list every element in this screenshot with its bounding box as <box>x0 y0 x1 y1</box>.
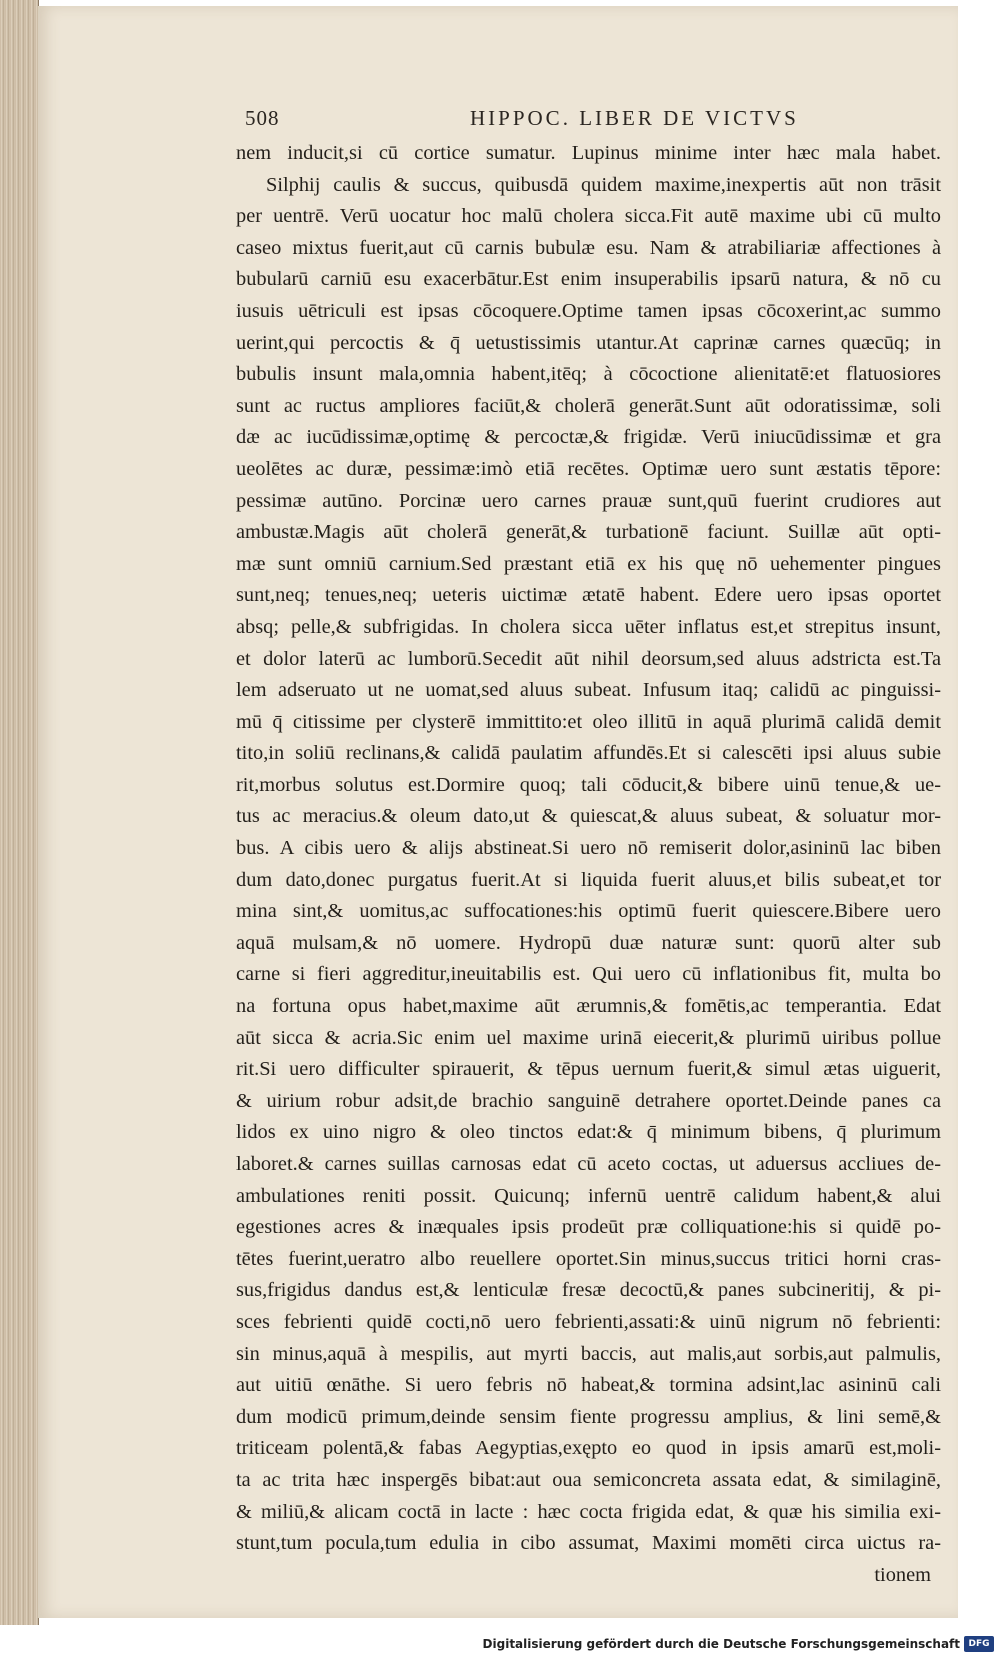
text-line: rit,morbus solutus est.Dormire quoq; tali cōducit,& bibere uinū tenue,& ue- <box>236 773 941 796</box>
text-line: tētes fuerint,ueratro albo reuellere oportet.Sin minus,succus tritici horni cras- <box>236 1247 941 1270</box>
text-line: lidos ex uino nigro & oleo tinctos edat:& q̄ minimum bibens, q̄ plurimum <box>236 1121 941 1144</box>
text-line: pessimæ autūno. Porcinæ uero carnes prauæ sunt,quū fuerint crudiores aut <box>236 489 941 512</box>
text-line: aquā mulsam,& nō uomere. Hydropū duæ naturæ sunt: quorū alter sub <box>236 931 941 954</box>
text-line: stunt,tum pocula,tum edulia in cibo assumat, Maximi momēti circa uictus ra- <box>236 1532 941 1555</box>
text-line: Silphij caulis & succus, quibusdā quidem maxime,inexpertis aūt non trāsit <box>266 173 941 196</box>
text-line: absq; pelle,& subfrigidas. In cholera sicca uēter inflatus est,et strepitus insunt, <box>236 615 941 638</box>
text-line: tus ac meracius.& oleum dato,ut & quiescat,& aluus subeat, & soluatur mor- <box>236 805 941 828</box>
text-line: bubularū carniū esu exacerbātur.Est enim insuperabilis ipsarū natura, & nō cu <box>236 268 941 291</box>
text-line: dum dato,donec purgatus fuerit.At si liquida fuerit aluus,et bilis subeat,et tor <box>236 868 941 891</box>
body-text <box>236 138 941 1591</box>
text-line: bubulis insunt mala,omnia habent,itēq; à cōcoctione alienitatē:et flatuosiores <box>236 363 941 386</box>
text-line: laboret.& carnes suillas carnosas edat cū aceto coctas, ut aduersus accliues de- <box>236 1153 941 1175</box>
text-line: sunt,neq; tenues,neq; ueteris uictimæ ætatē habent. Edere uero ipsas oportet <box>236 584 941 607</box>
digitization-footer <box>0 1632 1000 1659</box>
text-line: ueolētes ac duræ, pessimæ:imò etiā recētes. Optimæ uero sunt æstatis tēpore: <box>236 457 941 480</box>
book-page-edges <box>0 0 39 1625</box>
text-line: aūt sicca & acria.Sic enim uel maxime urinā eiecerit,& plurimū uiribus pollue <box>236 1026 941 1049</box>
dfg-logo-icon: DFG <box>964 1636 994 1652</box>
running-title: HIPPOC. LIBER DE VICTVS <box>470 106 799 130</box>
catchword: tionem <box>874 1563 931 1586</box>
text-line: & miliū,& alicam coctā in lacte : hæc cocta frigida edat, & quæ his similia exi- <box>236 1500 941 1523</box>
text-line: dum modicū primum,deinde sensim fiente progressu amplius, & lini semē,& <box>236 1405 941 1428</box>
text-line: aut uitiū œnāthe. Si uero febris nō habeat,& tormina adsint,lac asininū cali <box>236 1374 941 1397</box>
page-number: 508 <box>245 106 280 130</box>
text-line: et dolor laterū ac lumborū.Secedit aūt nihil deorsum,sed aluus adstricta est.Ta <box>236 647 941 670</box>
text-line: na fortuna opus habet,maxime aūt ærumnis,& fomētis,ac temperantia. Edat <box>236 995 941 1018</box>
scanned-page <box>38 6 958 1618</box>
text-line: carne si fieri aggreditur,ineuitabilis est. Qui uero cū inflationibus fit, multa bo <box>236 963 941 986</box>
text-line: dæ ac iucūdissimæ,optimę & percoctæ,& frigidæ. Verū iniucūdissimæ et gra <box>236 426 941 449</box>
text-line: per uentrē. Verū uocatur hoc malū cholera sicca.Fit autē maxime ubi cū multo <box>236 205 941 228</box>
text-line: egestiones acres & inæquales ipsis prodeūt præ colliquatione:his si quidē po- <box>236 1216 941 1239</box>
text-line: sunt ac ructus ampliores faciūt,& cholerā generāt.Sunt aūt odoratissimæ, soli <box>236 394 941 417</box>
text-line: lem adseruato ut ne uomat,sed aluus subeat. Infusum itaq; calidū ac pinguissi- <box>236 679 941 702</box>
text-line: tito,in soliū reclinans,& calidā paulatim affundēs.Et si calescēti ipsi aluus subie <box>236 742 941 765</box>
funding-credit: Digitalisierung gefördert durch die Deutsche Forschungsgemeinschaft <box>482 1637 960 1651</box>
text-line: uerint,qui percoctis & q̄ uetustissimis utantur.At caprinæ carnes quæcūq; in <box>236 331 941 354</box>
text-line: sces febrienti quidē cocti,nō uero febrienti,assati:& uinū nigrum nō febrienti: <box>236 1310 941 1333</box>
text-line: mæ sunt omniū carnium.Sed præstant etiā ex his quę nō uehementer pingues <box>236 552 941 575</box>
text-line: iusuis uētriculi est ipsas cōcoquere.Optime tamen ipsas cōcoxerint,ac summo <box>236 299 941 322</box>
text-line: ambulationes reniti possit. Quicunq; infernū uentrē calidum habent,& alui <box>236 1184 941 1207</box>
text-line: sus,frigidus dandus est,& lenticulæ fresæ decoctū,& panes subcineritij, & pi- <box>236 1279 941 1302</box>
text-line: mū q̄ citissime per clysterē immittito:et oleo illitū in aquā plurimā calidā demit <box>236 710 941 733</box>
text-line: sin minus,aquā à mespilis, aut myrti baccis, aut malis,aut sorbis,aut palmulis, <box>236 1342 941 1365</box>
text-line: rit.Si uero difficulter spirauerit, & tēpus uernum fuerit,& simul ætas uiguerit, <box>236 1058 941 1081</box>
text-line: bus. A cibis uero & alijs abstineat.Si uero nō remiserit dolor,asininū lac biben <box>236 837 941 860</box>
text-line: ta ac trita hæc inspergēs bibat:aut oua semiconcreta assata edat, & similaginē, <box>236 1468 941 1491</box>
text-line: ambustæ.Magis aūt cholerā generāt,& turbationē faciunt. Suillæ aūt opti- <box>236 521 941 544</box>
text-line: triticeam polentā,& fabas Aegyptias,exępto eo quod in ipsis amarū est,moli- <box>236 1437 941 1460</box>
text-line: mina sint,& uomitus,ac suffocationes:his optimū fuerit quiescere.Bibere uero <box>236 900 941 923</box>
text-line: nem inducit,si cū cortice sumatur. Lupinus minime inter hæc mala habet. <box>236 142 941 164</box>
text-line: & uirium robur adsit,de brachio sanguinē detrahere oportet.Deinde panes ca <box>236 1089 941 1112</box>
text-line: caseo mixtus fuerit,aut cū carnis bubulæ esu. Nam & atrabiliariæ affectiones à <box>236 236 941 259</box>
